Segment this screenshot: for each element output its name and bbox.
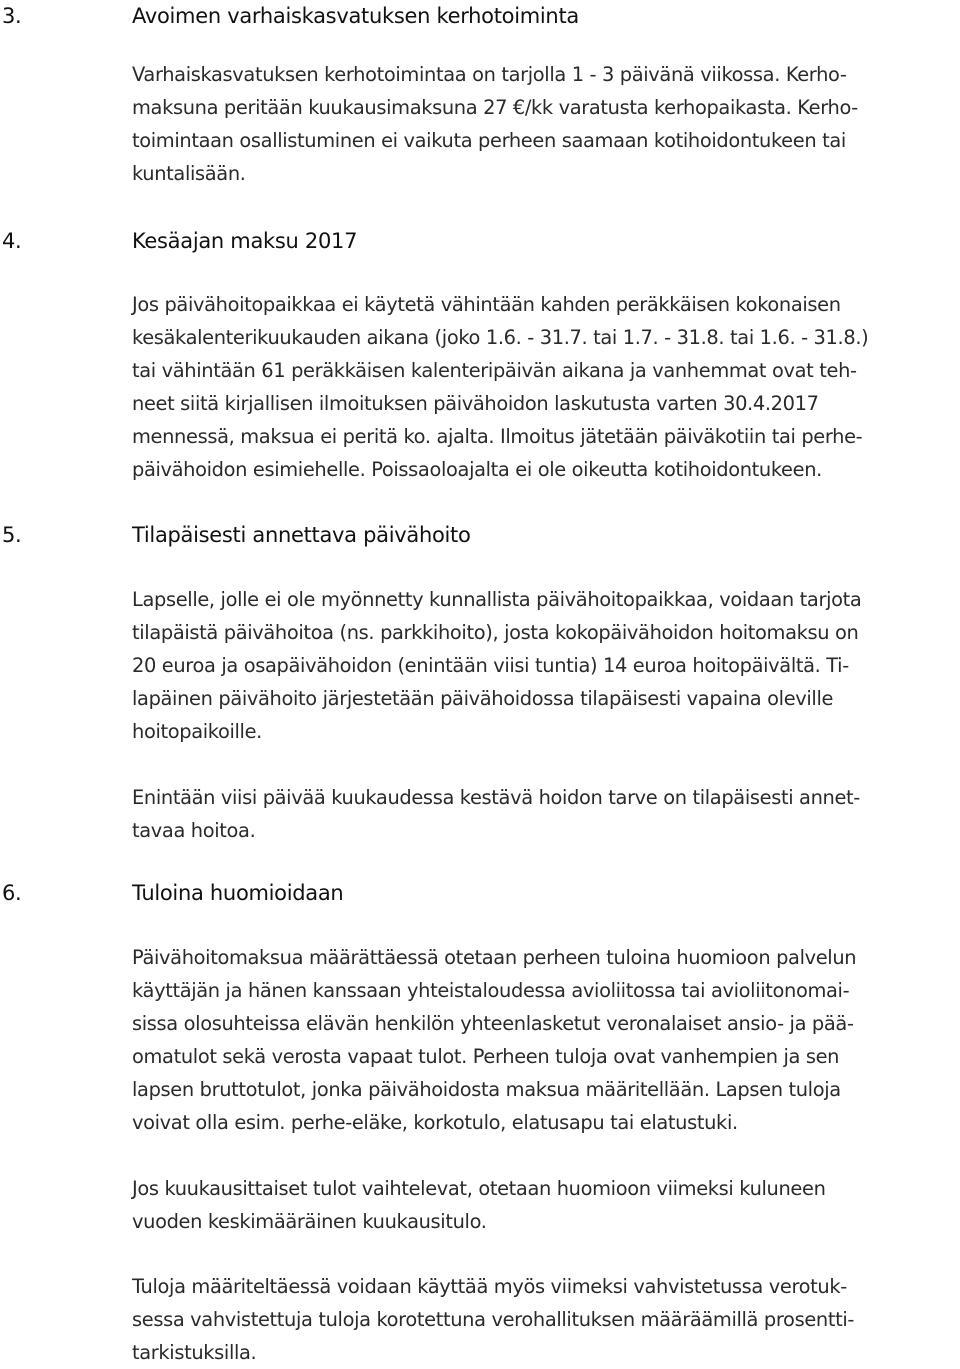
text-line: Päivähoitomaksua määrättäessä otetaan perheen tuloina huomioon palvelun xyxy=(132,946,857,969)
text-line: tai vähintään 61 peräkkäisen kalenteripäivän aikana ja vanhemmat ovat teh- xyxy=(132,359,857,382)
paragraph xyxy=(132,1270,960,1369)
section-heading xyxy=(0,225,960,257)
section-3 xyxy=(0,0,960,185)
text-line: hoitopaikoille. xyxy=(132,720,262,743)
text-line: vuoden keskimääräinen kuukausitulo. xyxy=(132,1210,487,1233)
section-4 xyxy=(0,225,960,481)
section-number: 4. xyxy=(2,229,22,253)
section-5 xyxy=(0,519,960,842)
paragraph xyxy=(132,1172,960,1238)
text-line: Jos päivähoitopaikkaa ei käytetä vähintään kahden peräkkäisen kokonaisen xyxy=(132,293,841,316)
text-line: tilapäistä päivähoitoa (ns. parkkihoito), josta kokopäivähoidon hoitomaksu on xyxy=(132,621,859,644)
text-line: sissa olosuhteissa elävän henkilön yhteenlasketut veronalaiset ansio- ja pää- xyxy=(132,1012,854,1035)
paragraph xyxy=(132,781,960,847)
text-line: kesäkalenterikuukauden aikana (joko 1.6. - 31.7. tai 1.7. - 31.8. tai 1.6. - 31.8.) xyxy=(132,326,869,349)
section-title: Avoimen varhaiskasvatuksen kerhotoiminta xyxy=(132,4,579,28)
section-6 xyxy=(0,877,960,1364)
section-heading xyxy=(0,0,960,32)
paragraph xyxy=(132,941,960,1139)
text-line: tarkistuksilla. xyxy=(132,1341,257,1364)
text-line: omatulot sekä verosta vapaat tulot. Perheen tuloja ovat vanhempien ja sen xyxy=(132,1045,840,1068)
text-line: Tuloja määriteltäessä voidaan käyttää myös viimeksi vahvistetussa verotuk- xyxy=(132,1275,847,1298)
section-number: 5. xyxy=(2,523,22,547)
text-line: neet siitä kirjallisen ilmoituksen päivähoidon laskutusta varten 30.4.2017 xyxy=(132,392,819,415)
paragraph xyxy=(132,288,960,486)
text-line: 20 euroa ja osapäivähoidon (enintään viisi tuntia) 14 euroa hoitopäivältä. Ti- xyxy=(132,654,849,677)
text-line: sessa vahvistettuja tuloja korotettuna verohallituksen määräämillä prosentti- xyxy=(132,1308,855,1331)
text-line: lapäinen päivähoito järjestetään päivähoidossa tilapäisesti vapaina oleville xyxy=(132,687,834,710)
text-line: käyttäjän ja hänen kanssaan yhteistaloudessa avioliitossa tai avioliitonomai- xyxy=(132,979,850,1002)
text-line: päivähoidon esimiehelle. Poissaoloajalta ei ole oikeutta kotihoidontukeen. xyxy=(132,458,822,481)
text-line: voivat olla esim. perhe-eläke, korkotulo, elatusapu tai elatustuki. xyxy=(132,1111,738,1134)
text-line: Lapselle, jolle ei ole myönnetty kunnallista päivähoitopaikkaa, voidaan tarjota xyxy=(132,588,862,611)
section-heading xyxy=(0,519,960,551)
text-line: maksuna peritään kuukausimaksuna 27 €/kk varatusta kerhopaikasta. Kerho- xyxy=(132,96,858,119)
text-line: mennessä, maksua ei peritä ko. ajalta. Ilmoitus jätetään päiväkotiin tai perhe- xyxy=(132,425,863,448)
text-line: lapsen bruttotulot, jonka päivähoidosta maksua määritellään. Lapsen tuloja xyxy=(132,1078,841,1101)
section-title: Tuloina huomioidaan xyxy=(132,881,344,905)
paragraph xyxy=(132,583,960,748)
text-line: tavaa hoitoa. xyxy=(132,819,256,842)
text-line: toimintaan osallistuminen ei vaikuta perheen saamaan kotihoidontukeen tai xyxy=(132,129,846,152)
section-title: Kesäajan maksu 2017 xyxy=(132,229,358,253)
text-line: Enintään viisi päivää kuukaudessa kestävä hoidon tarve on tilapäisesti annet- xyxy=(132,786,860,809)
section-number: 3. xyxy=(2,4,22,28)
text-line: Jos kuukausittaiset tulot vaihtelevat, otetaan huomioon viimeksi kuluneen xyxy=(132,1177,826,1200)
paragraph xyxy=(132,58,960,190)
section-number: 6. xyxy=(2,881,22,905)
section-title: Tilapäisesti annettava päivähoito xyxy=(132,523,471,547)
text-line: Varhaiskasvatuksen kerhotoimintaa on tarjolla 1 - 3 päivänä viikossa. Kerho- xyxy=(132,63,847,86)
text-line: kuntalisään. xyxy=(132,162,246,185)
section-heading xyxy=(0,877,960,909)
